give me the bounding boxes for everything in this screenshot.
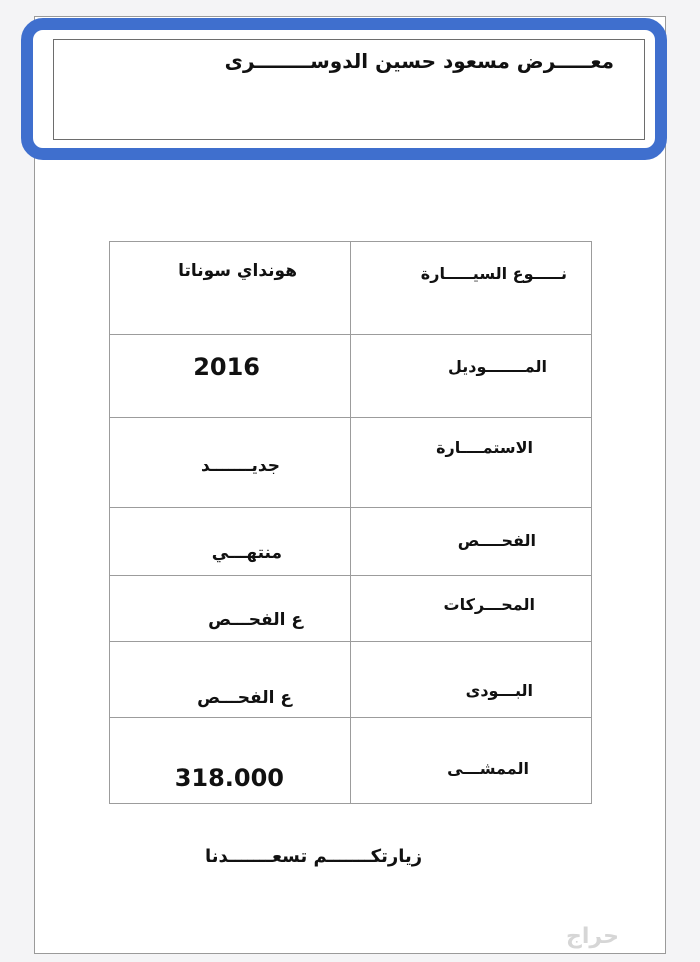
value-cell — [110, 335, 351, 418]
value-cell — [110, 508, 351, 576]
car-specs-table — [109, 241, 592, 804]
label-cell — [351, 642, 592, 718]
label-cell — [351, 508, 592, 576]
label-cell — [351, 576, 592, 642]
car-type-value: هونداي سوناتا — [178, 261, 297, 281]
model-value: 2016 — [193, 353, 260, 381]
spec-row-mileage — [110, 718, 592, 804]
registration-value: جديـــــــد — [201, 456, 280, 476]
model-label: المـــــــوديل — [447, 357, 547, 376]
value-cell — [110, 642, 351, 718]
body-label: البـــودى — [465, 681, 533, 700]
spec-row-body — [110, 642, 592, 718]
spec-row-car-type — [110, 242, 592, 335]
inspection-value: منتهـــي — [211, 543, 282, 563]
haraj-watermark: حراج — [566, 924, 619, 949]
value-cell — [110, 418, 351, 508]
spec-row-inspection — [110, 508, 592, 576]
value-cell — [110, 576, 351, 642]
body-value: ع الفحـــص — [197, 688, 292, 708]
label-cell — [351, 418, 592, 508]
engines-value: ع الفحـــص — [208, 610, 303, 630]
engines-label: المحـــركات — [443, 595, 535, 614]
footer-welcome-note: زيارتكـــــــم تسعـــــــدنا — [205, 846, 423, 867]
inspection-label: الفحــــص — [457, 531, 536, 550]
spec-row-model — [110, 335, 592, 418]
label-cell — [351, 335, 592, 418]
registration-label: الاستمــــارة — [436, 438, 533, 457]
mileage-label: الممشـــى — [447, 759, 529, 778]
spec-row-registration — [110, 418, 592, 508]
mileage-value: 318.000 — [174, 764, 284, 792]
spec-row-engines — [110, 576, 592, 642]
showroom-title: معـــــرض مسعود حسين الدوســــــــرى — [224, 49, 614, 73]
label-cell — [351, 718, 592, 804]
value-cell — [110, 242, 351, 335]
car-type-label: نـــــوع السيـــــارة — [420, 264, 567, 283]
label-cell — [351, 242, 592, 335]
header-banner — [21, 18, 667, 160]
value-cell — [110, 718, 351, 804]
